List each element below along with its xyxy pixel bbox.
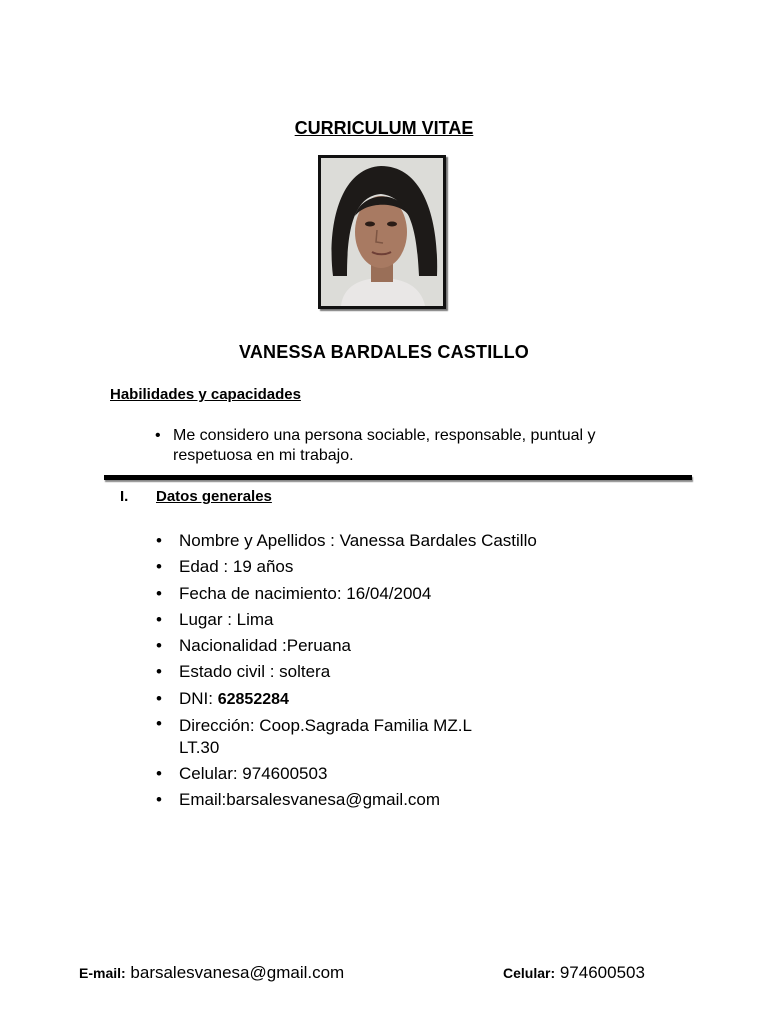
list-item [156,633,537,659]
section-number: I. [120,488,129,505]
item-text: Nombre y Apellidos : Vanessa Bardales Castillo [179,531,537,550]
bullet-icon: • [156,531,162,550]
profile-photo [318,155,446,309]
list-item-address [156,713,537,761]
footer-celular [503,963,645,983]
item-text: Celular: 974600503 [179,764,328,784]
item-text: Lugar : Lima [179,609,274,629]
general-data-list [156,528,537,814]
dni-value: 62852284 [217,690,289,708]
bullet-icon: • [156,764,162,784]
list-item [156,581,537,607]
list-item [156,659,537,685]
bullet-icon: • [156,790,162,810]
bullet-icon: • [156,636,162,656]
skill-line-2: respetuosa en mi trabajo. [173,447,354,464]
item-text: Edad : 19 años [179,557,294,577]
bullet-icon: • [156,583,162,603]
footer-email-value: barsalesvanesa@gmail.com [125,963,345,982]
bullet-icon: • [156,609,162,629]
footer-celular-label: Celular: [503,965,556,981]
list-item-dni [156,686,537,713]
document-title: CURRICULUM VITAE [294,118,474,138]
candidate-name: VANESSA BARDALES CASTILLO [238,342,529,362]
item-text: Estado civil : soltera [179,662,331,682]
skill-item [155,426,675,466]
skills-heading: Habilidades y capacidades [110,386,301,403]
dni-label: DNI: [179,688,218,708]
section-label: Datos generales [156,488,272,505]
bullet-icon: • [156,662,162,682]
item-text: Nacionalidad :Peruana [179,636,352,656]
list-item [156,528,537,554]
profile-photo-image [321,158,443,306]
bullet-icon: • [156,714,162,734]
footer-email-label: E-mail: [79,965,126,981]
bullet-icon: • [156,688,162,708]
section-divider [104,475,692,480]
section-general-heading [120,488,272,505]
list-item [156,554,537,580]
address-line-1: Dirección: Coop.Sagrada Familia MZ.L [179,716,472,736]
list-item-email [156,787,537,813]
bullet-icon: • [155,427,161,444]
item-text: Email:barsalesvanesa@gmail.com [179,790,441,810]
skill-line-1: Me considero una persona sociable, responsable, puntual y [173,427,596,444]
footer-email [79,963,344,983]
list-item [156,607,537,633]
bullet-icon: • [156,557,162,577]
footer-celular-value: 974600503 [555,963,645,982]
item-text: Fecha de nacimiento: 16/04/2004 [179,583,432,603]
address-line-2: LT.30 [179,738,220,758]
list-item-celular [156,761,537,787]
